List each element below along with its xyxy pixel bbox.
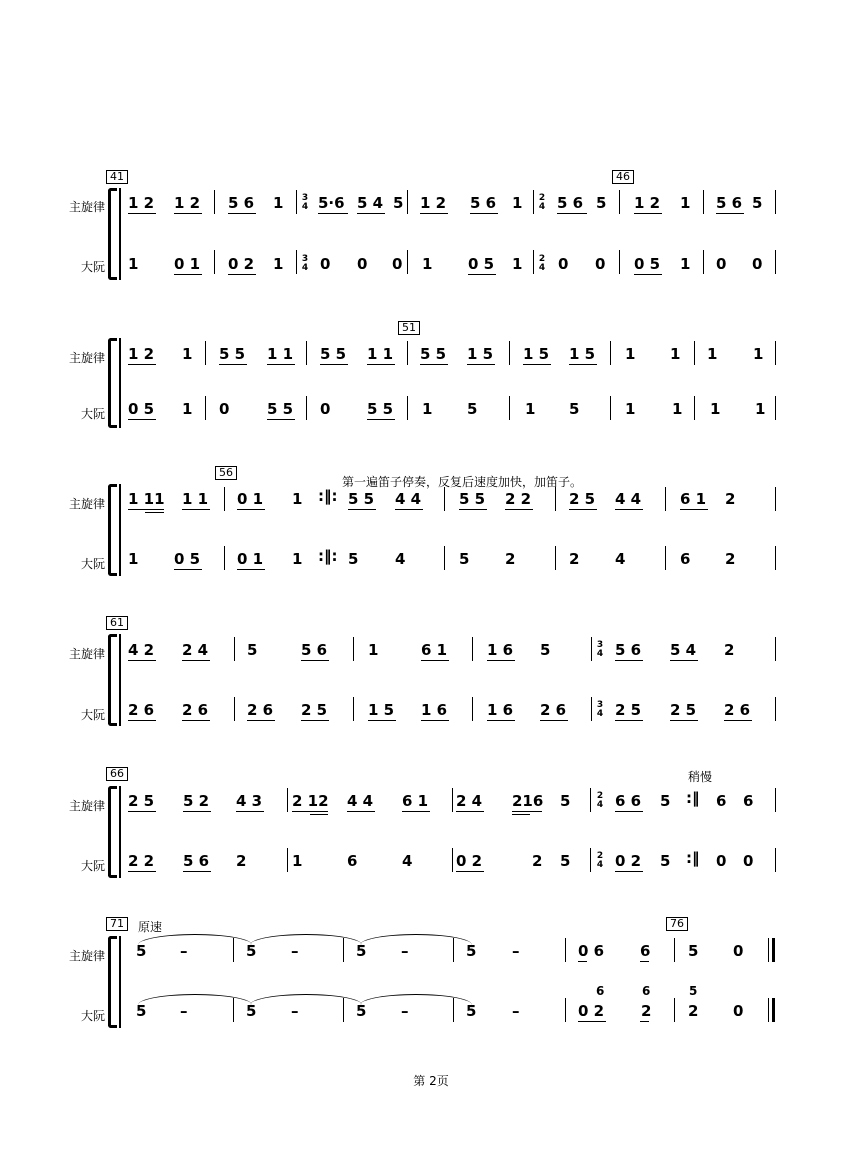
part-label-daruan: 大阮 [80,407,105,421]
system-left-line [119,634,121,726]
note: 1 [292,550,303,568]
barline [343,938,344,962]
note: – [401,942,409,960]
note: 5 [560,852,571,870]
note: 1 [273,194,284,212]
note: 0 [595,255,606,273]
note: 5 4 [670,641,697,659]
note: 5 [466,1002,477,1020]
page-number: 第 2页 [413,1074,449,1088]
note: 1 2 [420,194,447,212]
note: 2 [725,490,736,508]
note: 1 [680,255,691,273]
repeat-end-sign: :‖ [686,849,700,867]
barline [224,487,225,511]
barline [619,190,620,214]
note: 1 [512,194,523,212]
note: 1 11 [128,490,165,508]
final-barline [772,938,775,962]
time-signature-2-4: 2 4 [538,193,546,212]
barline [407,396,408,420]
barline [694,396,695,420]
note: 5 [660,852,671,870]
note: 1 5 [523,345,550,363]
note: 2 [236,852,247,870]
barline [555,487,556,511]
note: 1 [753,345,764,363]
note: 2 6 [182,701,209,719]
note: 0 2 [578,1002,605,1020]
barline [407,341,408,365]
note: – [180,1002,188,1020]
part-label-daruan: 大阮 [80,708,105,722]
system-brace [108,484,117,576]
note: 5 6 [301,641,328,659]
tie [138,934,252,945]
barline [224,546,225,570]
barline [407,190,408,214]
barline [565,938,566,962]
note: 2 6 [128,701,155,719]
barline [453,998,454,1022]
time-signature-2-4: 2 4 [538,254,546,273]
note: 5 5 [348,490,375,508]
note: 1 [368,641,379,659]
barline [610,341,611,365]
barline [703,190,704,214]
chord-upper-note: 5 [689,984,698,998]
barline [591,637,592,661]
barline [610,396,611,420]
note: 5 [466,942,477,960]
barline [775,250,776,274]
part-label-melody: 主旋律 [68,949,105,963]
measure-number-46: 46 [612,170,634,184]
note: 2 [505,550,516,568]
note: 5 [348,550,359,568]
note: 4 [402,852,413,870]
note: 6 [680,550,691,568]
note: 5 [459,550,470,568]
note: 0 5 [128,400,155,418]
note: 6 [716,792,727,810]
note: 0 [733,942,744,960]
measure-number-51: 51 [398,321,420,335]
barline [452,848,453,872]
note: 0 [320,400,331,418]
barline [407,250,408,274]
note: 5 [246,1002,257,1020]
note: 5 6 [470,194,497,212]
barline [306,341,307,365]
barline [205,396,206,420]
barline [775,637,776,661]
note: 1 2 [128,345,155,363]
note: 5 6 [183,852,210,870]
time-signature-3-4: 3 4 [301,254,309,273]
note: 1 1 [367,345,394,363]
note: 6 1 [680,490,707,508]
part-label-daruan: 大阮 [80,260,105,274]
tie [250,934,362,945]
note: 1 5 [368,701,395,719]
note: – [291,942,299,960]
note: 0 5 [468,255,495,273]
system-left-line [119,936,121,1028]
note: 0 2 [615,852,642,870]
note: 2 [641,1002,652,1020]
barline [472,637,473,661]
barline [694,341,695,365]
note: 4 [395,550,406,568]
note: 4 3 [236,792,263,810]
note: – [291,1002,299,1020]
barline [509,341,510,365]
note: 5 2 [183,792,210,810]
note: 5·6 [318,194,345,212]
time-signature-3-4: 3 4 [596,640,604,659]
note: 5 [246,942,257,960]
barline [619,250,620,274]
note: 5 [136,1002,147,1020]
part-label-melody: 主旋律 [68,200,105,214]
note: 1 [670,345,681,363]
note: 6 [743,792,754,810]
note: 1 [707,345,718,363]
note: 1 [182,345,193,363]
repeat-start-sign: :‖: [318,487,338,505]
barline [533,190,534,214]
chord-upper-note: 6 [596,984,605,998]
barline [775,341,776,365]
tempo-original-mark: 原速 [138,920,163,934]
note: 2 [532,852,543,870]
time-signature-3-4: 3 4 [596,700,604,719]
barline [674,938,675,962]
system-brace [108,936,117,1028]
note: 5 4 [357,194,384,212]
note: 6 6 [615,792,642,810]
note: 1 5 [467,345,494,363]
measure-number-76: 76 [666,917,688,931]
note: 216 [512,792,544,810]
note: 0 6 [578,942,605,960]
measure-number-41: 41 [106,170,128,184]
note: 2 2 [128,852,155,870]
note: 2 [688,1002,699,1020]
note: 2 [569,550,580,568]
note: 1 [672,400,683,418]
barline [775,546,776,570]
note: 5 5 [367,400,394,418]
barline [214,250,215,274]
note: 5 6 [716,194,743,212]
note: 6 [347,852,358,870]
barline [343,998,344,1022]
note: 4 2 [128,641,155,659]
system-brace [108,338,117,428]
note: 1 [525,400,536,418]
note: 2 4 [182,641,209,659]
note: 5 [356,942,367,960]
note: 0 [219,400,230,418]
note: 4 4 [615,490,642,508]
note: 5 [393,194,404,212]
note: 2 4 [456,792,483,810]
note: 4 4 [347,792,374,810]
note: 5 [247,641,258,659]
barline [472,697,473,721]
note: 1 6 [487,641,514,659]
note: 5 [569,400,580,418]
note: 5 [688,942,699,960]
barline [555,546,556,570]
barline [591,697,592,721]
barline [775,848,776,872]
note: 1 [182,400,193,418]
note: 0 [743,852,754,870]
barline [287,788,288,812]
note: 5 [560,792,571,810]
time-signature-3-4: 3 4 [301,193,309,212]
barline [296,190,297,214]
note: 1 [710,400,721,418]
note: 2 5 [670,701,697,719]
final-barline [772,998,775,1022]
note: 1 2 [174,194,201,212]
note: 1 [273,255,284,273]
note: – [180,942,188,960]
barline [590,788,591,812]
barline [674,998,675,1022]
note: 5 [467,400,478,418]
note: 1 [512,255,523,273]
repeat-start-sign: :‖: [318,547,338,565]
part-label-melody: 主旋律 [68,497,105,511]
note: 2 5 [128,792,155,810]
note: 5 [596,194,607,212]
note: 2 5 [301,701,328,719]
note: 1 [625,400,636,418]
note: 5 5 [320,345,347,363]
note: 5 5 [219,345,246,363]
barline [444,487,445,511]
barline [775,697,776,721]
chord-upper-note: 6 [642,984,651,998]
note: 1 [755,400,766,418]
tie [360,994,472,1005]
barline [453,938,454,962]
barline [768,938,769,962]
note: 1 [128,550,139,568]
note: 0 [716,255,727,273]
repeat-end-sign: :‖ [686,789,700,807]
system-left-line [119,786,121,878]
measure-number-71: 71 [106,917,128,931]
note: 5 6 [557,194,584,212]
note: 0 2 [456,852,483,870]
note: 2 5 [615,701,642,719]
barline [665,487,666,511]
barline [775,788,776,812]
system-left-line [119,338,121,428]
barline [233,938,234,962]
note: 1 [680,194,691,212]
barline [775,190,776,214]
note: 4 [615,550,626,568]
note: 2 6 [247,701,274,719]
barline [353,637,354,661]
note: 0 5 [174,550,201,568]
measure-number-66: 66 [106,767,128,781]
barline [306,396,307,420]
barline [509,396,510,420]
barline [775,487,776,511]
note: – [512,942,520,960]
tie [138,994,252,1005]
note: 2 2 [505,490,532,508]
system-left-line [119,484,121,576]
note: 5 [660,792,671,810]
note: 6 1 [421,641,448,659]
note: 2 12 [292,792,329,810]
barline [205,341,206,365]
note: 0 1 [237,490,264,508]
note: 1 [292,852,303,870]
note: 2 5 [569,490,596,508]
time-signature-2-4: 2 4 [596,791,604,810]
note: 5 [540,641,551,659]
barline [296,250,297,274]
barline [665,546,666,570]
note: 0 [752,255,763,273]
note: 5 5 [267,400,294,418]
note: 2 [724,641,735,659]
barline [533,250,534,274]
barline [234,697,235,721]
part-label-daruan: 大阮 [80,859,105,873]
system-brace [108,188,117,280]
note: 0 1 [174,255,201,273]
barline [234,637,235,661]
note: 0 [392,255,403,273]
barline [353,697,354,721]
note: 1 6 [487,701,514,719]
note: 5 6 [615,641,642,659]
note: 6 [640,942,651,960]
tie [250,994,362,1005]
note: 0 2 [228,255,255,273]
note: 1 1 [267,345,294,363]
system-left-line [119,188,121,280]
note: 0 [357,255,368,273]
measure-number-56: 56 [215,466,237,480]
part-label-melody: 主旋律 [68,351,105,365]
barline [233,998,234,1022]
barline [214,190,215,214]
note: 0 [320,255,331,273]
barline [590,848,591,872]
note: 0 5 [634,255,661,273]
note: 1 1 [182,490,209,508]
note: 4 4 [395,490,422,508]
part-label-melody: 主旋律 [68,647,105,661]
note: 1 6 [421,701,448,719]
note: – [512,1002,520,1020]
barline [287,848,288,872]
repeat-annotation: 第一遍笛子停奏，反复后速度加快，加笛子。 [342,475,583,489]
barline [565,998,566,1022]
note: 0 [733,1002,744,1020]
note: 2 [725,550,736,568]
note: 6 1 [402,792,429,810]
note: 5 [356,1002,367,1020]
note: 1 [128,255,139,273]
barline [775,396,776,420]
note: 0 [558,255,569,273]
note: 5 5 [420,345,447,363]
system-brace [108,786,117,878]
note: 5 [752,194,763,212]
note: 1 2 [128,194,155,212]
note: 5 5 [459,490,486,508]
part-label-daruan: 大阮 [80,557,105,571]
barline [768,998,769,1022]
note: 0 1 [237,550,264,568]
system-brace [108,634,117,726]
note: 2 6 [724,701,751,719]
time-signature-2-4: 2 4 [596,851,604,870]
measure-number-61: 61 [106,616,128,630]
note: 1 [422,255,433,273]
part-label-daruan: 大阮 [80,1009,105,1023]
note: 1 [292,490,303,508]
note: 1 2 [634,194,661,212]
note: 1 [625,345,636,363]
note: 5 6 [228,194,255,212]
note: 5 [136,942,147,960]
tempo-slowing-mark: 稍慢 [688,770,713,784]
note: 1 5 [569,345,596,363]
note: 1 [422,400,433,418]
barline [703,250,704,274]
note: 2 6 [540,701,567,719]
tie [360,934,472,945]
barline [444,546,445,570]
barline [452,788,453,812]
note: – [401,1002,409,1020]
part-label-melody: 主旋律 [68,799,105,813]
note: 0 [716,852,727,870]
